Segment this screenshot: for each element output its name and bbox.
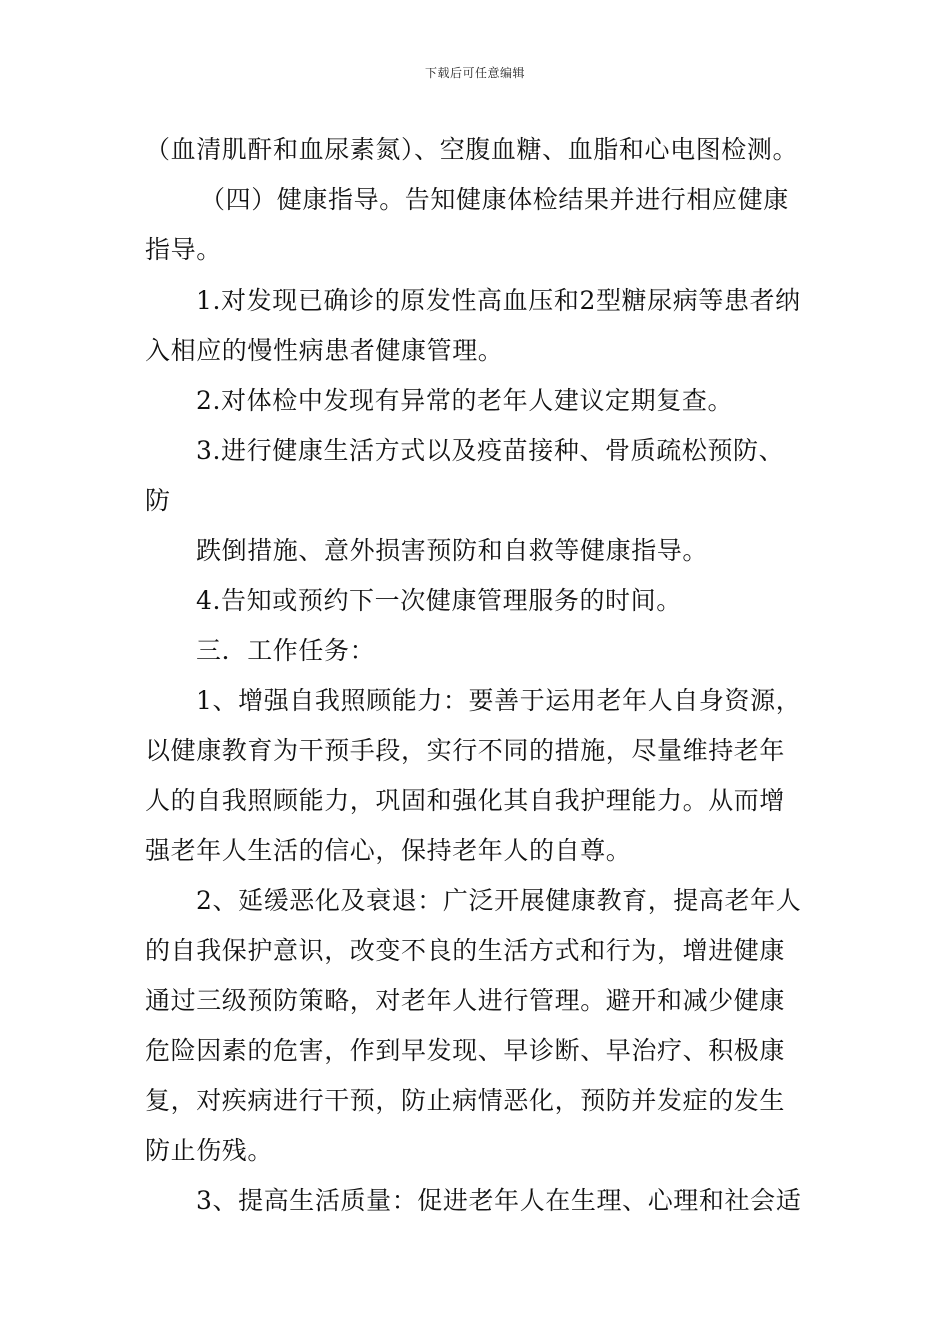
text-line: 以健康教育为干预手段，实行不同的措施，尽量维持老年 bbox=[145, 736, 786, 765]
text-line: 3.进行健康生活方式以及疫苗接种、骨质疏松预防、 bbox=[196, 436, 785, 465]
text-line: 三．工作任务： bbox=[196, 636, 376, 665]
text-line: 指导。 bbox=[145, 235, 222, 264]
text-line: 3、提高生活质量：促进老年人在生理、心理和社会适 bbox=[196, 1186, 802, 1215]
text-line: 4.告知或预约下一次健康管理服务的时间。 bbox=[196, 586, 682, 615]
text-line: 2.对体检中发现有异常的老年人建议定期复查。 bbox=[196, 386, 734, 415]
text-line: 人的自我照顾能力，巩固和强化其自我护理能力。从而增 bbox=[145, 786, 786, 815]
text-line: （血清肌酐和血尿素氮）、空腹血糖、血脂和心电图检测。 bbox=[145, 135, 799, 164]
text-line: （四）健康指导。告知健康体检结果并进行相应健康 bbox=[200, 185, 789, 214]
text-line: 复，对疾病进行干预，防止病情恶化，预防并发症的发生 bbox=[145, 1086, 786, 1115]
page-header-note: 下载后可任意编辑 bbox=[424, 66, 525, 80]
text-line: 跌倒措施、意外损害预防和自救等健康指导。 bbox=[196, 536, 709, 565]
text-line: 2、延缓恶化及衰退：广泛开展健康教育，提高老年人 bbox=[196, 886, 802, 915]
text-line: 通过三级预防策略，对老年人进行管理。避开和减少健康 bbox=[145, 986, 786, 1015]
text-line: 入相应的慢性病患者健康管理。 bbox=[145, 336, 504, 365]
text-line: 防 bbox=[145, 486, 171, 515]
text-line: 防止伤残。 bbox=[145, 1136, 274, 1165]
text-line: 1、增强自我照顾能力：要善于运用老年人自身资源， bbox=[196, 686, 802, 715]
text-line: 1.对发现已确诊的原发性高血压和2型糖尿病等患者纳 bbox=[196, 286, 801, 315]
text-line: 的自我保护意识，改变不良的生活方式和行为，增进健康 bbox=[145, 936, 786, 965]
text-line: 强老年人生活的信心，保持老年人的自尊。 bbox=[145, 836, 632, 865]
text-line: 危险因素的危害，作到早发现、早诊断、早治疗、积极康 bbox=[145, 1036, 786, 1065]
